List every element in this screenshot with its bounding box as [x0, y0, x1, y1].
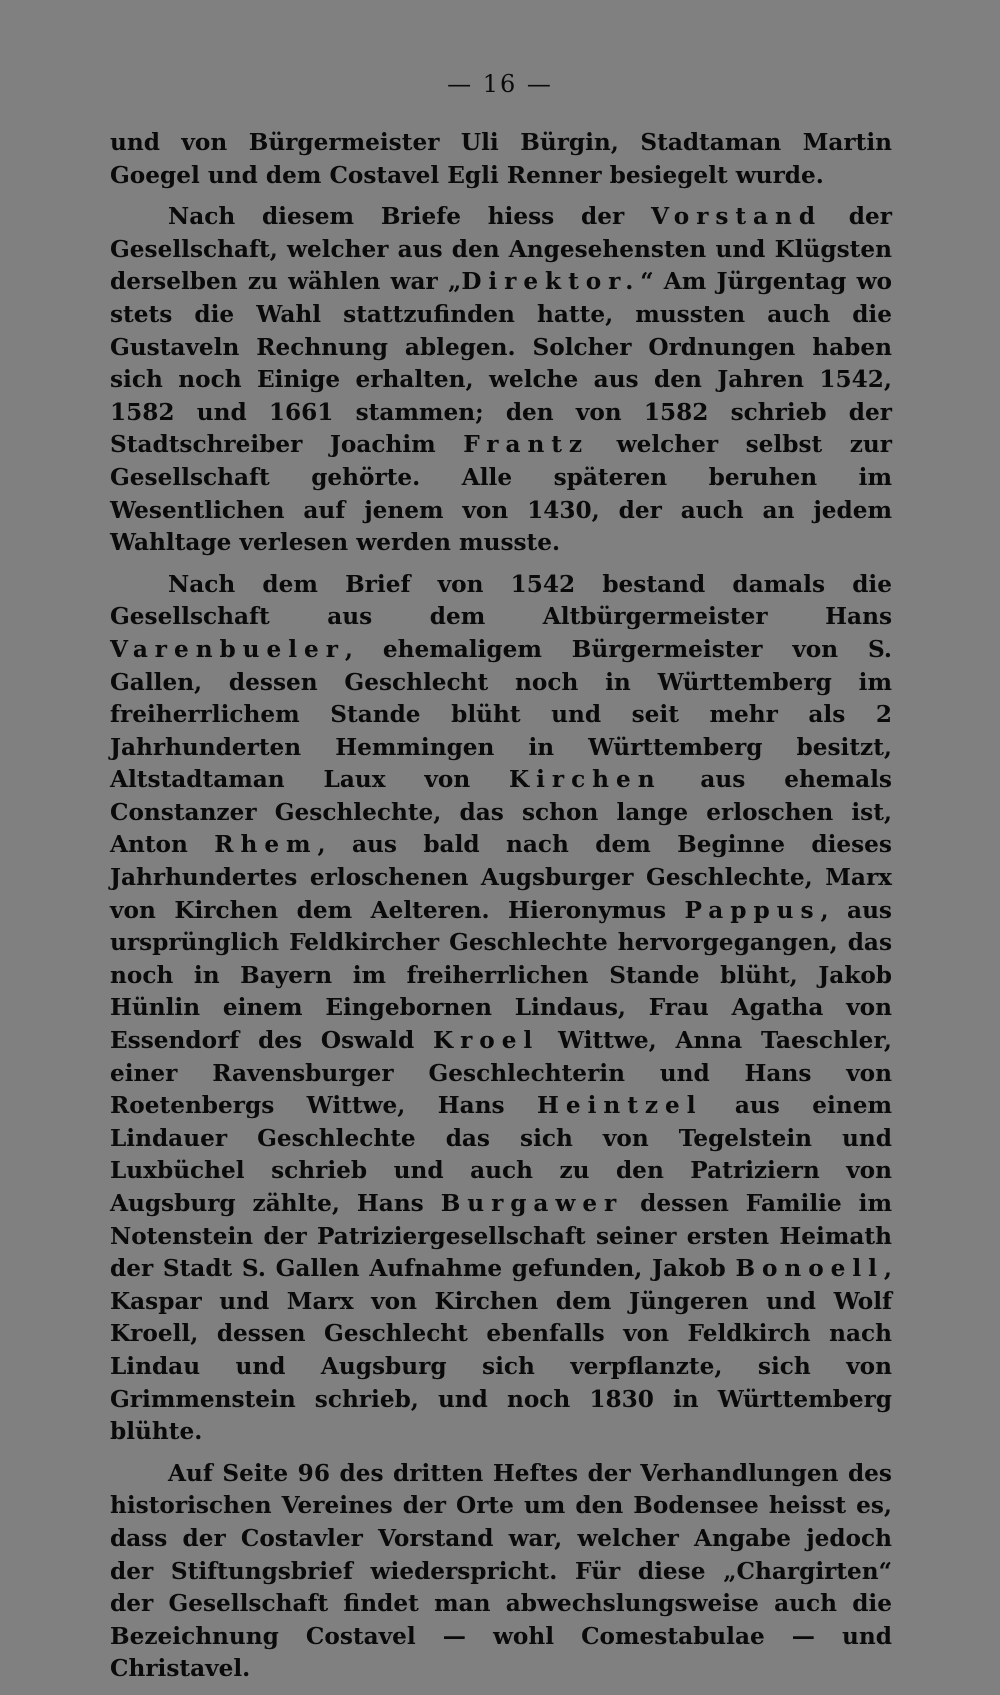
page-number: — 16 —: [447, 70, 553, 98]
text-segment: Wittwe, Anna Taeschler, einer Ravensburger Geschlechterin und Hans von Roetenbergs Wittwe, Hans: [110, 1027, 893, 1120]
paragraph: [110, 201, 892, 560]
text-segment: “ Am Jürgentag wo stets die Wahl stattzufinden hatte, mussten auch die Gustaveln Rechnung ablegen. Solcher Ordnungen haben sich noch Einige erhalten, welche aus den Jahren 1542, 1582 und 1661 stammen; den von 1582 schrieb der Stadtschreiber Joachim: [110, 268, 892, 459]
spaced-emphasis: Burgawer: [440, 1190, 624, 1217]
text-segment: , aus bald nach dem Beginne dieses Jahrhundertes erloschenen Augsburger Geschlechte, Marx von Kirchen dem Aelteren. Hieronymus: [110, 831, 892, 924]
text-segment: , Kaspar und Marx von Kirchen dem Jüngeren und Wolf Kroell, dessen Geschlecht ebenfalls von Feldkirch nach Lindau und Augsburg sich verpflanzte, sich von Grimmenstein schrieb, und noch 1830 in Württemberg blühte.: [110, 1255, 892, 1446]
text-segment: dessen Familie im Notenstein der Patriziergesellschaft seiner ersten Heimath der Stadt S. Gallen Aufnahme gefunden, Jakob: [110, 1190, 892, 1283]
text-segment: Auf Seite 96 des dritten Heftes der Verhandlungen des historischen Vereines der Orte um den Bodensee heisst es, dass der Costavler Vorstand war, welcher Angabe jedoch der Stiftungsbrief wiederspricht. Für diese „Chargirten“ der Gesellschaft findet man abwechslungsweise auch die Bezeichnung Costavel — wohl Comestabulae — und Christavel.: [110, 1459, 892, 1683]
spaced-emphasis: Heintzel: [537, 1092, 703, 1120]
spaced-emphasis: Kroel: [432, 1027, 540, 1055]
spaced-emphasis: Kirchen: [509, 766, 662, 794]
text-segment: Nach dem Brief von 1542 bestand damals die Gesellschaft aus dem Altbürgermeister Hans: [110, 570, 892, 631]
text-segment: , ehemaligem Bürgermeister von S. Gallen, dessen Geschlecht noch in Württemberg im freiherrlichem Stande blüht und seit mehr als 2 Jahrhunderten Hemmingen in Württemberg besitzt, Altstadtaman Laux von: [110, 635, 892, 794]
text-segment: aus ehemals Constanzer Geschlechte, das schon lange erloschen ist, Anton: [110, 766, 892, 859]
text-segment: und von Bürgermeister Uli Bürgin, Stadtaman Martin Goegel und dem Costavel Egli Renner besiegelt wurde.: [110, 129, 892, 189]
paragraph: [110, 569, 892, 1449]
spaced-emphasis: Bonoell: [735, 1255, 884, 1283]
text-segment: , aus ursprünglich Feldkircher Geschlechte hervorgegangen, das noch in Bayern im freiherrlichen Stande blüht, Jakob Hünlin einem Eingebornen Lindaus, Frau Agatha von Essendorf des Oswald: [110, 896, 892, 1055]
body-text: [110, 127, 892, 1695]
text-segment: welcher selbst zur Gesellschaft gehörte. Alle späteren beruhen im Wesentlichen auf jenem von 1430, der auch an jedem Wahltage verlesen werden musste.: [110, 431, 892, 557]
spaced-emphasis: Frantz: [463, 431, 590, 459]
spaced-emphasis: Direktor.: [461, 268, 641, 296]
spaced-emphasis: Vorstand: [650, 203, 823, 231]
spaced-emphasis: Varenbueler: [110, 635, 345, 663]
paragraph: [110, 1458, 892, 1686]
text-segment: der Gesellschaft, welcher aus den Angesehensten und Klügsten derselben zu wählen war „: [110, 203, 892, 296]
text-segment: Nach diesem Briefe hiess der: [168, 203, 651, 231]
spaced-emphasis: Rhem: [214, 831, 318, 859]
paragraph: [110, 127, 892, 192]
spaced-emphasis: Pappus: [684, 896, 821, 924]
text-segment: aus einem Lindauer Geschlechte das sich von Tegelstein und Luxbüchel schrieb und auch zu den Patriziern von Augsburg zählte, Hans: [110, 1092, 892, 1217]
